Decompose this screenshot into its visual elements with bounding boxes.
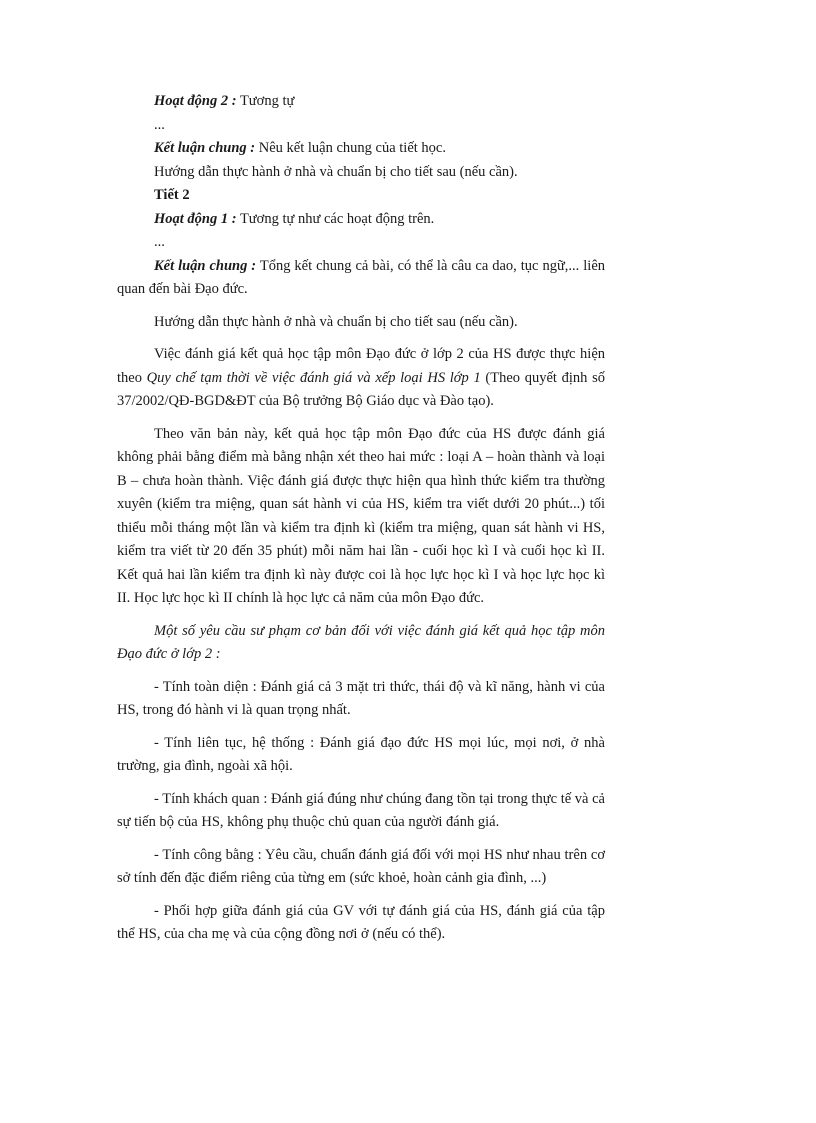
- ellipsis-1: ...: [154, 116, 165, 133]
- requirement-item: - Tính công bằng : Yêu cầu, chuẩn đánh giá đối với mọi HS như nhau trên cơ sở tính đến đặc điểm riêng của từng em (sức khoẻ, hoàn cảnh gia đình, ...): [117, 846, 605, 886]
- activity-2-label: Hoạt động 2 :: [154, 93, 237, 109]
- document-body: [117, 90, 605, 947]
- regulation-title: Quy chế tạm thời về việc đánh giá và xếp loại HS lớp 1: [146, 369, 481, 386]
- ellipsis-2: ...: [154, 234, 165, 250]
- activity-2-line: [117, 90, 605, 114]
- conclusion-2-paragraph: [117, 255, 605, 302]
- activity-1-line: [117, 208, 605, 232]
- conclusion-2-label: Kết luận chung :: [154, 257, 257, 274]
- guide-1: Hướng dẫn thực hành ở nhà và chuẩn bị cho tiết sau (nếu cần).: [154, 163, 518, 180]
- activity-2-text: Tương tự: [236, 93, 295, 109]
- evaluation-body-paragraph: Theo văn bản này, kết quả học tập môn Đạo đức của HS được đánh giá không phải bằng điểm mà bằng nhận xét theo hai mức : loại A – hoàn thành và loại B – chưa hoàn thành. Việc đánh giá được thực hiện qua hình thức kiểm tra thường xuyên (kiểm tra miệng, quan sát hành vi của HS, kiểm tra viết dưới 20 phút...) tối thiểu mỗi tháng một lần và kiểm tra định kì (kiểm tra miệng, quan sát hành vi HS, kiểm tra viết từ 20 đến 35 phút) mỗi năm hai lần - cuối học kì I và cuối học kì II. Kết quả hai lần kiểm tra định kì này được coi là học lực học kì I và học lực học kì II. Học lực học kì II chính là học lực cả năm của môn Đạo đức.: [117, 425, 605, 606]
- guide-2: Hướng dẫn thực hành ở nhà và chuẩn bị cho tiết sau (nếu cần).: [154, 313, 518, 330]
- conclusion-1-text: Nêu kết luận chung của tiết học.: [255, 140, 446, 156]
- requirement-item: - Tính liên tục, hệ thống : Đánh giá đạo đức HS mọi lúc, mọi nơi, ở nhà trường, gia đình, ngoài xã hội.: [117, 734, 605, 774]
- requirement-item: - Tính toàn diện : Đánh giá cả 3 mặt tri thức, thái độ và kĩ năng, hành vi của HS, trong đó hành vi là quan trọng nhất.: [117, 678, 605, 718]
- requirements-heading: Một số yêu cầu sư phạm cơ bản đối với việc đánh giá kết quả học tập môn Đạo đức ở lớp 2 :: [117, 622, 605, 662]
- evaluation-intro-a: Việc đánh giá kết quả học tập môn Đạo đức ở lớp 2 của HS được thực hiện theo: [117, 346, 605, 386]
- lesson-2-heading: Tiết 2: [154, 187, 190, 203]
- activity-1-label: Hoạt động 1 :: [154, 210, 237, 227]
- activity-1-text: Tương tự như các hoạt động trên.: [236, 210, 435, 227]
- evaluation-intro-paragraph: [117, 343, 605, 414]
- conclusion-2-text: Tổng kết chung cả bài, có thể là câu ca dao, tục ngữ,... liên quan đến bài Đạo đức.: [117, 257, 606, 297]
- conclusion-1-label: Kết luận chung :: [154, 140, 256, 156]
- requirement-item: - Phối hợp giữa đánh giá của GV với tự đánh giá của HS, đánh giá của tập thể HS, của cha mẹ và của cộng đồng nơi ở (nếu có thể).: [117, 902, 605, 942]
- requirement-item: - Tính khách quan : Đánh giá đúng như chúng đang tồn tại trong thực tế và cả sự tiến bộ của HS, không phụ thuộc chủ quan của người đánh giá.: [117, 790, 605, 830]
- conclusion-1-line: [117, 137, 605, 161]
- evaluation-intro-b: (Theo quyết định số 37/2002/QĐ-BGD&ĐT của Bộ trưởng Bộ Giáo dục và Đào tạo).: [117, 369, 606, 409]
